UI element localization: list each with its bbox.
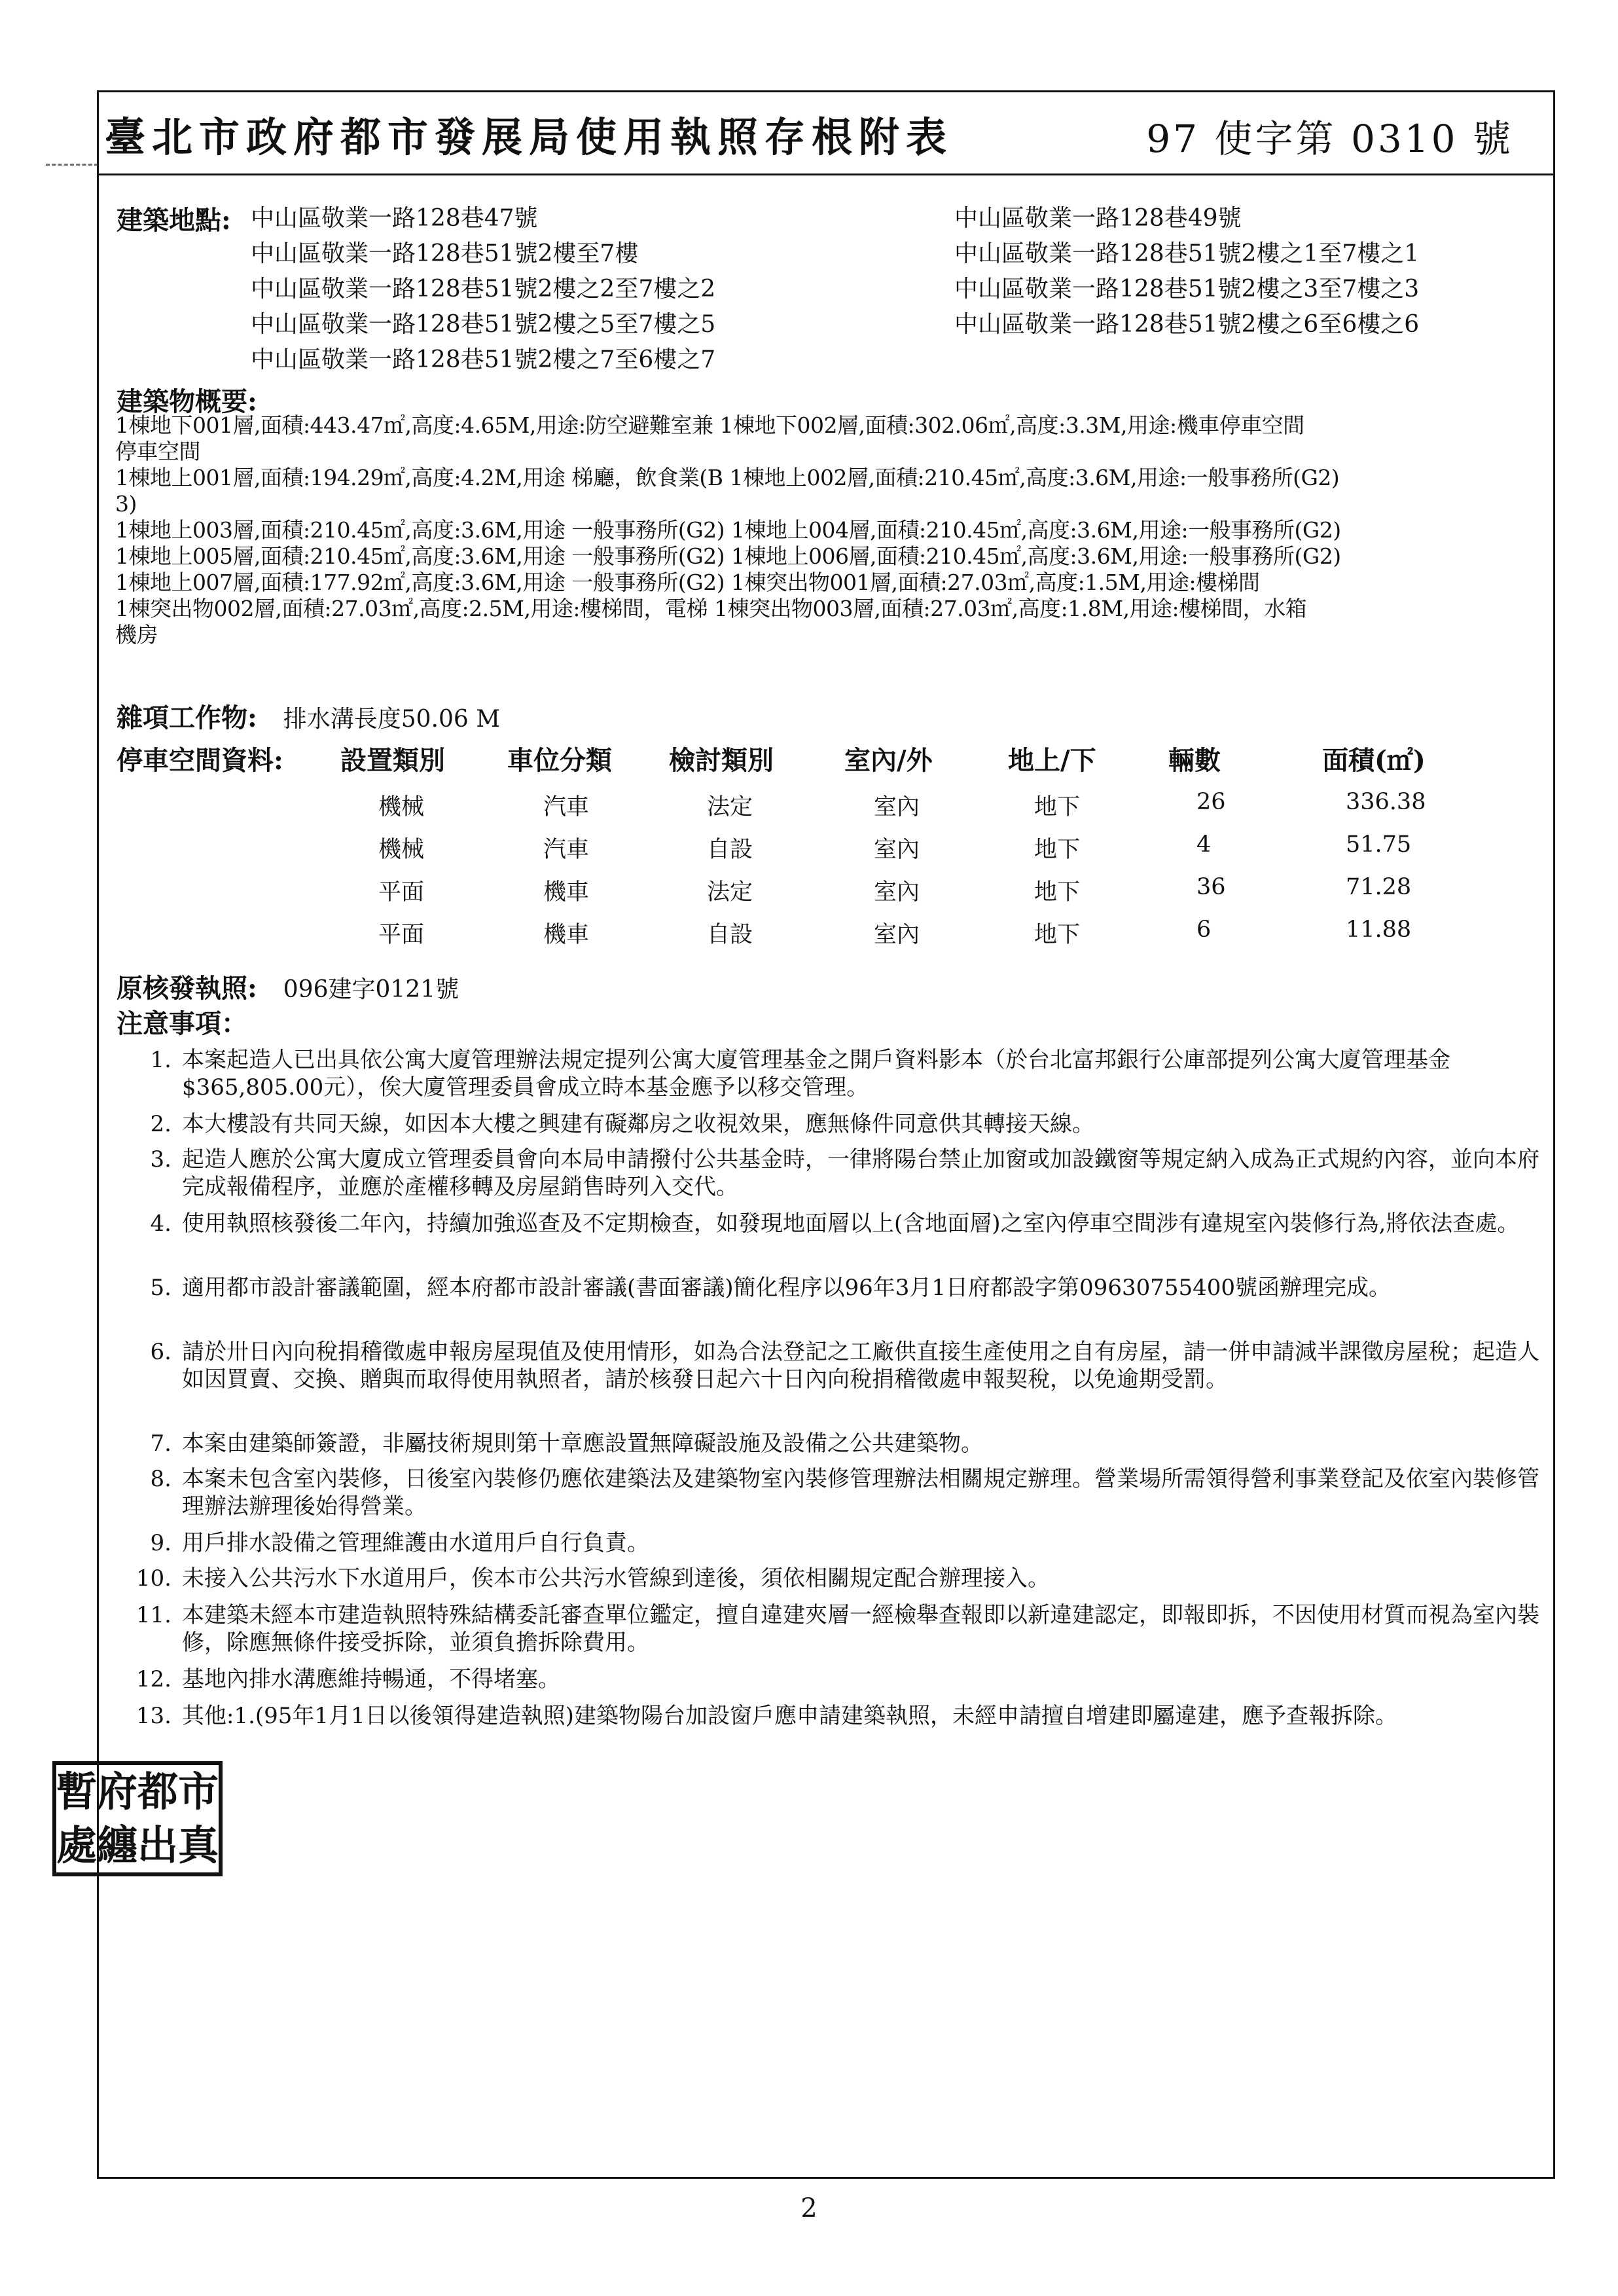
parking-header-indoor: 室內/外 [844,745,933,776]
building-line: 機房 [115,622,158,647]
seal-char: 都 [137,1768,179,1815]
parking-cell: 機車 [543,922,590,948]
building-line: 1棟地下001層,面積:443.47㎡,高度:4.65M,用途:防空避難室兼 1棟地下002層,面積:302.06㎡,高度:3.3M,用途:機車停車空間 [115,412,1304,438]
page-number: 2 [800,2193,818,2223]
note-text: 適用都市設計審議範圍，經本府都市設計審議(書面審議)簡化程序以96年3月1日府都設字第09630755400號函辦理完成。 [182,1275,1392,1301]
parking-cell: 平面 [378,879,425,905]
note-number: 8. [150,1466,171,1492]
parking-cell: 室內 [874,879,920,905]
parking-header-level: 地上/下 [1008,745,1096,776]
seal-char: 處 [56,1821,98,1869]
building-line: 1棟突出物002層,面積:27.03㎡,高度:2.5M,用途:樓梯間，電梯 1棟突出物003層,面積:27.03㎡,高度:1.8M,用途:樓梯間，水箱 [115,596,1307,621]
parking-cell: 機械 [378,794,425,820]
building-summary-label: 建築物概要: [117,386,257,417]
parking-cell: 51.75 [1346,831,1412,858]
misc-works-label: 雜項工作物: [117,702,257,733]
parking-cell: 地下 [1034,837,1081,863]
site-address: 中山區敬業一路128巷51號2樓之2至7樓之2 [251,276,716,302]
note-text: 本案由建築師簽證，非屬技術規則第十章應設置無障礙設施及設備之公共建築物。 [182,1430,983,1457]
parking-cell: 地下 [1034,794,1081,820]
building-line: 停車空間 [115,439,200,464]
original-permit [117,968,459,1005]
parking-label: 停車空間資料: [117,745,283,776]
parking-cell: 室內 [874,837,920,863]
site-address: 中山區敬業一路128巷49號 [954,205,1242,232]
note-text: 使用執照核發後二年內，持續加強巡查及不定期檢查，如發現地面層以上(含地面層)之室內停車空間涉有違規室內裝修行為,將依法查處。 [182,1211,1520,1237]
parking-cell: 汽車 [543,794,590,820]
note-number: 4. [150,1211,171,1237]
building-line: 3) [115,491,137,517]
parking-cell: 自設 [707,922,753,948]
parking-header-count: 輛數 [1168,745,1221,776]
original-permit-label: 原核發執照: [117,973,257,1004]
note-text: 用戶排水設備之管理維護由水道用戶自行負責。 [182,1530,649,1556]
building-summary [115,412,1542,648]
seal-char: 府 [97,1768,138,1815]
building-line: 1棟地上005層,面積:210.45㎡,高度:3.6M,用途 一般事務所(G2) 1棟地上006層,面積:210.45㎡,高度:3.6M,用途:一般事務所(G2) [115,543,1341,569]
seal-char: 真 [178,1821,219,1869]
note-text: 本案未包含室內裝修，日後室內裝修仍應依建築法及建築物室內裝修管理辦法相關規定辦理。營業場所需領得營利事業登記及依室內裝修管理辦法辦理後始得營業。 [182,1466,1539,1520]
note-text: 本大樓設有共同天線，如因本大樓之興建有礙鄰房之收視效果，應無條件同意供其轉接天線。 [182,1111,1094,1137]
parking-cell: 26 [1196,789,1226,815]
notes-label: 注意事項： [117,1008,247,1039]
parking-header-review: 檢討類別 [669,745,774,776]
note-number: 13. [135,1703,171,1729]
parking-cell: 自設 [707,837,753,863]
note-number: 1. [150,1047,171,1073]
seal-char: 纏 [97,1821,138,1869]
note-number: 2. [150,1111,171,1137]
parking-cell: 71.28 [1346,874,1412,900]
note-text: 其他:1.(95年1月1日以後領得建造執照)建築物陽台加設窗戶應申請建築執照，未經申請擅自增建即屬違建，應予查報拆除。 [182,1703,1397,1729]
seal-char: 出 [137,1821,179,1869]
building-line: 1棟地上003層,面積:210.45㎡,高度:3.6M,用途 一般事務所(G2) 1棟地上004層,面積:210.45㎡,高度:3.6M,用途:一般事務所(G2) [115,517,1341,543]
parking-cell: 室內 [874,794,920,820]
parking-header-area: 面積(㎡) [1322,745,1426,776]
site-address: 中山區敬業一路128巷47號 [251,205,538,232]
site-address: 中山區敬業一路128巷51號2樓之7至6樓之7 [251,346,716,373]
note-number: 6. [150,1339,171,1365]
parking-cell: 4 [1196,831,1212,858]
site-address: 中山區敬業一路128巷51號2樓之3至7樓之3 [954,276,1420,302]
note-number: 3. [150,1146,171,1173]
parking-header-class: 車位分類 [507,745,612,776]
permit-number: 97 使字第 0310 號 [1146,117,1513,161]
parking-cell: 法定 [707,794,753,820]
note-text: 未接入公共污水下水道用戶，俟本市公共污水管線到達後，須依相關規定配合辦理接入。 [182,1565,1050,1592]
parking-cell: 法定 [707,879,753,905]
title-rule [99,173,1553,175]
note-text: 起造人應於公寓大廈成立管理委員會向本局申請撥付公共基金時，一律將陽台禁止加窗或加設鐵窗等規定納入成為正式規約內容，並向本府完成報備程序，並應於產權移轉及房屋銷售時列入交代。 [182,1146,1539,1200]
official-seal [52,1761,223,1876]
parking-header-type: 設置類別 [340,745,445,776]
note-number: 7. [150,1430,171,1457]
misc-works [117,697,500,735]
parking-cell: 室內 [874,922,920,948]
note-text: 基地內排水溝應維持暢通，不得堵塞。 [182,1666,560,1692]
site-address: 中山區敬業一路128巷51號2樓之5至7樓之5 [251,311,716,338]
note-text: 本案起造人已出具依公寓大廈管理辦法規定提列公寓大廈管理基金之開戶資料影本（於台北富邦銀行公庫部提列公寓大廈管理基金$365,805.00元），俟大廈管理委員會成立時本基金應予以移交管理。 [182,1047,1450,1101]
parking-cell: 汽車 [543,837,590,863]
note-number: 11. [135,1602,171,1628]
margin-mark [46,164,98,172]
building-line: 1棟地上007層,面積:177.92㎡,高度:3.6M,用途 一般事務所(G2) 1棟突出物001層,面積:27.03㎡,高度:1.5M,用途:樓梯間 [115,570,1260,595]
site-address: 中山區敬業一路128巷51號2樓至7樓 [251,240,639,267]
parking-cell: 機械 [378,837,425,863]
parking-cell: 336.38 [1346,789,1426,815]
parking-cell: 36 [1196,874,1226,900]
note-number: 5. [150,1275,171,1301]
note-number: 9. [150,1530,171,1556]
original-permit-value: 096建字0121號 [283,976,459,1003]
parking-cell: 11.88 [1346,917,1412,943]
parking-cell: 地下 [1034,922,1081,948]
note-text: 請於卅日內向稅捐稽徵處申報房屋現值及使用情形，如為合法登記之工廠供直接生產使用之自有房屋，請一併申請減半課徵房屋稅；起造人如因買賣、交換、贈與而取得使用執照者，請於核發日起六十日內向稅捐稽徵處申報契稅，以免逾期受罰。 [182,1339,1539,1393]
site-address: 中山區敬業一路128巷51號2樓之6至6樓之6 [954,311,1420,338]
parking-cell: 地下 [1034,879,1081,905]
site-address: 中山區敬業一路128巷51號2樓之1至7樓之1 [954,240,1420,267]
note-number: 12. [135,1666,171,1692]
parking-cell: 機車 [543,879,590,905]
seal-char: 市 [178,1768,219,1815]
building-line: 1棟地上001層,面積:194.29㎡,高度:4.2M,用途 梯廳，飲食業(B 1棟地上002層,面積:210.45㎡,高度:3.6M,用途:一般事務所(G2) [115,465,1340,490]
note-number: 10. [135,1565,171,1592]
document-title: 臺北市政府都市發展局使用執照存根附表 [105,113,954,161]
parking-cell: 平面 [378,922,425,948]
site-label: 建築地點: [117,205,231,236]
note-text: 本建築未經本市建造執照特殊結構委託審查單位鑑定，擅自違建夾層一經檢舉查報即以新違建認定，即報即拆，不因使用材質而視為室內裝修，除應無條件接受拆除，並須負擔拆除費用。 [182,1602,1539,1656]
parking-cell: 6 [1196,917,1212,943]
seal-char: 暫 [56,1768,98,1815]
misc-works-value: 排水溝長度50.06 M [283,706,501,733]
